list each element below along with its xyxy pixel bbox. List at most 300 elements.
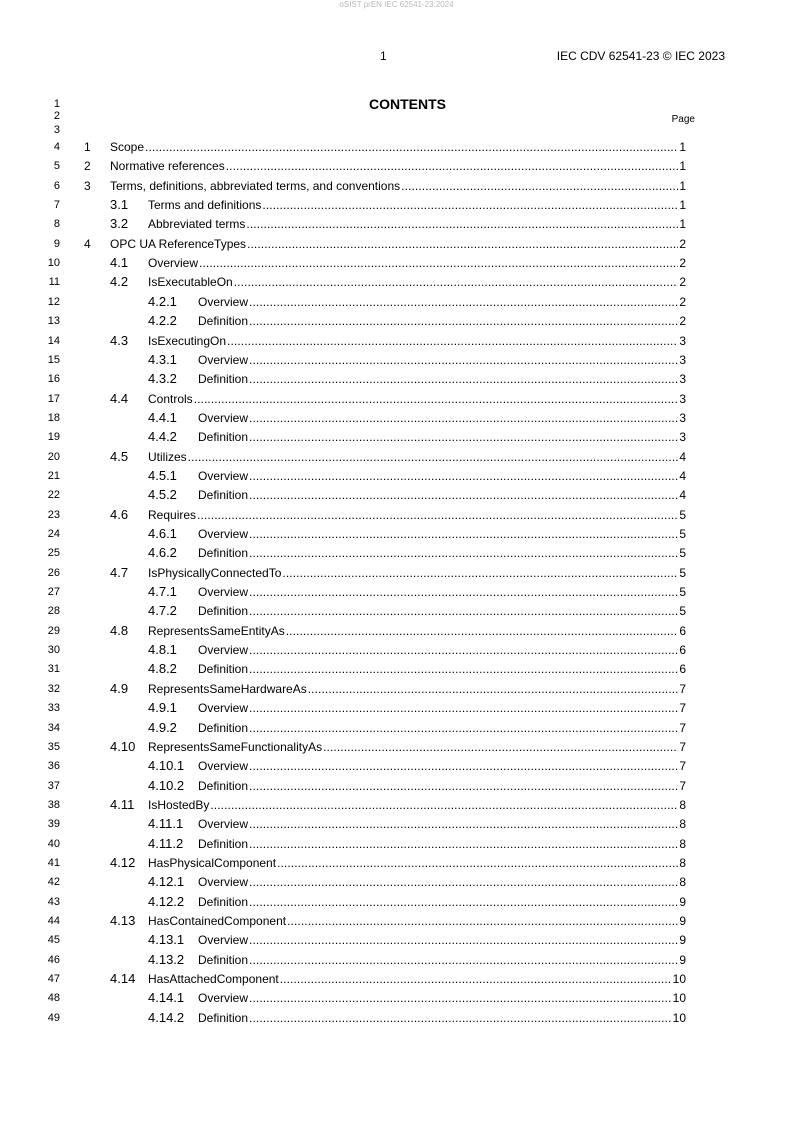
toc-entry[interactable] <box>0 295 793 309</box>
toc-entry[interactable] <box>0 643 793 657</box>
page-number-ref: 7 <box>679 739 686 754</box>
section-title: Definition <box>198 952 249 967</box>
line-number: 36 <box>47 760 60 773</box>
section-title: Overview <box>198 352 249 367</box>
section-number: 4.9.2 <box>148 719 177 735</box>
dot-leader <box>287 914 678 928</box>
section-title: Normative references <box>110 159 225 174</box>
section-title: Overview <box>198 701 249 716</box>
page-number-ref: 6 <box>679 662 686 677</box>
section-title: Overview <box>198 468 249 483</box>
toc-entry[interactable] <box>0 159 793 173</box>
toc-entry-link[interactable] <box>148 933 686 947</box>
section-title: Definition <box>198 430 249 445</box>
toc-entry-link[interactable] <box>148 721 686 735</box>
section-title: Overview <box>198 410 249 425</box>
line-number: 1 <box>53 98 60 110</box>
section-number: 4.14.2 <box>148 1009 185 1025</box>
toc-entry-link[interactable] <box>148 895 686 909</box>
section-number: 4.5.2 <box>148 487 177 503</box>
line-number: 27 <box>47 586 60 599</box>
toc-entry[interactable] <box>0 624 793 638</box>
toc-entry-link[interactable] <box>148 314 686 328</box>
dot-leader <box>246 217 678 231</box>
toc-entry[interactable] <box>0 237 793 251</box>
toc-entry[interactable] <box>0 779 793 793</box>
toc-entry[interactable] <box>0 662 793 676</box>
line-number: 30 <box>47 644 60 657</box>
section-number: 4.7.2 <box>148 603 177 619</box>
dot-leader <box>249 779 678 793</box>
line-number: 11 <box>48 276 60 289</box>
toc-entry-link[interactable] <box>148 372 686 386</box>
line-number: 14 <box>47 334 60 347</box>
toc-entry[interactable] <box>0 1011 793 1025</box>
dot-leader <box>249 1011 672 1025</box>
toc-entry[interactable] <box>0 546 793 560</box>
section-number: 4.3.2 <box>148 371 177 387</box>
section-title: Definition <box>198 372 249 387</box>
toc-entry[interactable] <box>0 933 793 947</box>
page-number-ref: 9 <box>679 933 686 948</box>
dot-leader <box>199 256 678 270</box>
toc-entry-link[interactable] <box>148 353 686 367</box>
page-number-ref: 1 <box>679 159 686 174</box>
toc-entry-link[interactable] <box>110 682 686 696</box>
section-number: 4.5.1 <box>148 467 177 483</box>
dot-leader <box>249 662 678 676</box>
dot-leader <box>323 740 678 754</box>
line-number: 6 <box>53 179 60 192</box>
line-number: 12 <box>47 295 60 308</box>
dot-leader <box>249 585 678 599</box>
toc-entry-link[interactable] <box>148 1011 686 1025</box>
page-number-ref: 2 <box>679 294 686 309</box>
line-number: 29 <box>47 624 60 637</box>
line-number: 16 <box>47 373 60 386</box>
page-number-ref: 2 <box>679 236 686 251</box>
page-number-ref: 9 <box>679 894 686 909</box>
section-title: Definition <box>198 662 249 677</box>
toc-entry[interactable] <box>0 314 793 328</box>
toc-entry-link[interactable] <box>110 256 686 270</box>
section-number: 4.1 <box>110 255 129 271</box>
section-number: 4.13 <box>110 913 136 928</box>
dot-leader <box>249 721 678 735</box>
section-number: 4.11.2 <box>148 835 184 851</box>
dot-leader <box>249 314 678 328</box>
toc-entry-link[interactable] <box>148 488 686 502</box>
dot-leader <box>249 488 678 502</box>
page-number-ref: 4 <box>679 488 686 503</box>
line-number: 40 <box>47 837 60 850</box>
dot-leader <box>227 334 678 348</box>
section-title: RepresentsSameHardwareAs <box>148 681 307 696</box>
toc-entry[interactable] <box>0 508 793 522</box>
page-number-ref: 1 <box>679 140 686 154</box>
line-number: 22 <box>47 489 60 502</box>
section-title: IsExecutableOn <box>148 275 233 290</box>
section-title: Overview <box>198 991 249 1006</box>
toc-entry[interactable] <box>0 856 793 870</box>
page-number-ref: 5 <box>679 604 686 619</box>
section-number: 4.13.1 <box>148 932 185 948</box>
page-number-ref: 7 <box>679 701 686 716</box>
toc-entry[interactable] <box>0 604 793 618</box>
line-number: 18 <box>47 411 60 424</box>
section-title: Overview <box>198 527 249 541</box>
page-number-ref: 9 <box>679 914 686 928</box>
toc-entry[interactable] <box>0 450 793 464</box>
toc-entry-link[interactable] <box>84 179 686 193</box>
section-title: Overview <box>198 294 249 309</box>
section-title: Scope <box>110 140 145 154</box>
dot-leader <box>249 604 678 618</box>
dot-leader <box>249 817 678 831</box>
page-number-ref: 3 <box>679 372 686 387</box>
page-number-ref: 9 <box>679 952 686 967</box>
section-title: IsExecutingOn <box>148 333 227 348</box>
toc-entry-link[interactable] <box>110 334 686 348</box>
toc-entry[interactable] <box>0 914 793 928</box>
dot-leader <box>249 372 678 386</box>
section-number: 3.2 <box>110 216 129 232</box>
toc-entry[interactable] <box>0 682 793 696</box>
section-title: Definition <box>198 1010 249 1025</box>
section-title: Definition <box>198 720 249 735</box>
page-number-ref: 8 <box>679 855 686 870</box>
section-number: 1 <box>84 140 91 154</box>
dot-leader <box>286 624 679 638</box>
section-number: 4.7.1 <box>148 584 177 600</box>
section-number: 4.10.2 <box>148 777 185 793</box>
toc-entry-link[interactable] <box>110 856 686 870</box>
line-number: 34 <box>47 721 60 734</box>
toc-entry-link[interactable] <box>148 953 686 967</box>
contents-heading: CONTENTS <box>369 96 446 112</box>
section-number: 4.8.1 <box>148 642 177 658</box>
dot-leader <box>249 546 678 560</box>
line-number: 44 <box>47 915 60 927</box>
toc-entry-link[interactable] <box>148 295 686 309</box>
section-number: 4.14 <box>110 971 136 987</box>
toc-entry-link[interactable] <box>110 624 686 638</box>
section-number: 4.4.2 <box>148 429 177 445</box>
section-number: 4.10 <box>110 738 136 754</box>
section-number: 4.14.1 <box>148 990 185 1006</box>
line-number: 43 <box>47 895 60 908</box>
section-number: 4.12.2 <box>148 893 185 909</box>
toc-entry-link[interactable] <box>84 159 686 173</box>
toc-entry[interactable] <box>0 875 793 889</box>
toc-entry-link[interactable] <box>110 508 686 522</box>
toc-entry[interactable] <box>0 217 793 231</box>
section-number: 2 <box>84 159 91 174</box>
line-number: 31 <box>47 663 60 676</box>
section-title: Terms, definitions, abbreviated terms, and conventions <box>110 178 401 193</box>
toc-entry[interactable] <box>0 430 793 444</box>
page-number-ref: 10 <box>672 1010 686 1025</box>
line-number: 17 <box>47 392 60 405</box>
toc-entry-link[interactable] <box>148 991 686 1005</box>
section-title: Overview <box>198 933 249 948</box>
toc-entry[interactable] <box>0 837 793 851</box>
dot-leader <box>249 875 678 889</box>
toc-entry[interactable] <box>0 469 793 483</box>
section-title: RepresentsSameEntityAs <box>148 623 285 638</box>
page-number-ref: 4 <box>679 468 686 483</box>
page-number-ref: 4 <box>679 449 686 464</box>
line-number: 26 <box>47 566 60 579</box>
toc-entry-link[interactable] <box>110 914 686 928</box>
section-title: Overview <box>198 875 249 890</box>
section-title: Definition <box>198 604 249 619</box>
page-number-ref: 7 <box>679 778 686 793</box>
section-number: 4.3.1 <box>148 351 177 367</box>
dot-leader <box>249 701 678 715</box>
section-number: 4 <box>84 236 91 251</box>
toc-entry-link[interactable] <box>110 198 686 212</box>
line-number: 49 <box>47 1011 60 1024</box>
section-number: 4.10.1 <box>148 758 185 774</box>
section-title: Overview <box>198 759 249 774</box>
dot-leader <box>249 353 678 367</box>
line-number: 9 <box>53 237 60 250</box>
line-number: 8 <box>53 218 60 231</box>
line-number: 33 <box>47 702 60 715</box>
toc-entry-link[interactable] <box>110 217 686 231</box>
toc-entry[interactable] <box>0 256 793 270</box>
toc-entry[interactable] <box>0 798 793 812</box>
section-title: IsHostedBy <box>148 797 210 812</box>
line-number: 32 <box>47 682 60 695</box>
line-number: 7 <box>53 199 60 212</box>
section-number: 4.11.1 <box>148 816 184 832</box>
toc-entry-link[interactable] <box>148 701 686 715</box>
line-number: 41 <box>47 856 60 869</box>
dot-leader <box>197 508 678 522</box>
page-number-ref: 1 <box>679 217 686 232</box>
toc-entry-link[interactable] <box>110 740 686 754</box>
line-number: 45 <box>47 934 60 947</box>
page-number-ref: 7 <box>679 759 686 774</box>
section-number: 3 <box>84 178 91 193</box>
section-number: 4.7 <box>110 564 129 580</box>
page-number-ref: 10 <box>672 972 686 987</box>
dot-leader <box>249 933 678 947</box>
toc-entry-link[interactable] <box>148 604 686 618</box>
line-number: 46 <box>47 953 60 966</box>
dot-leader <box>401 179 678 193</box>
section-title: Definition <box>198 488 249 503</box>
toc-entry[interactable] <box>0 527 793 541</box>
line-number: 23 <box>47 508 60 521</box>
toc-entry-link[interactable] <box>110 972 686 986</box>
toc-entry-link[interactable] <box>84 237 686 251</box>
page-number-ref: 7 <box>679 681 686 696</box>
toc-entry-link[interactable] <box>110 798 686 812</box>
toc-entry-link[interactable] <box>148 817 686 831</box>
line-number: 39 <box>47 818 60 831</box>
page-number-ref: 1 <box>679 198 686 213</box>
toc-entry[interactable] <box>0 411 793 425</box>
dot-leader <box>210 798 678 812</box>
section-title: Overview <box>148 256 199 271</box>
dot-leader <box>249 295 678 309</box>
page-number-ref: 8 <box>679 875 686 890</box>
section-number: 4.12.1 <box>148 874 185 890</box>
line-number: 21 <box>47 469 60 482</box>
dot-leader <box>249 469 678 483</box>
section-title: Abbreviated terms <box>148 217 246 232</box>
section-title: Definition <box>198 894 249 909</box>
dot-leader <box>234 275 679 289</box>
toc-entry-link[interactable] <box>148 759 686 773</box>
page-number-ref: 3 <box>679 391 686 406</box>
dot-leader <box>226 159 679 173</box>
toc-entry[interactable] <box>0 953 793 967</box>
toc-entry-link[interactable] <box>148 469 686 483</box>
dot-leader <box>308 682 679 696</box>
toc-entry-link[interactable] <box>110 275 686 289</box>
line-number: 37 <box>47 779 60 792</box>
section-title: Overview <box>198 585 249 600</box>
section-number: 4.13.2 <box>148 951 185 967</box>
toc-entry[interactable] <box>0 372 793 386</box>
page-number-ref: 5 <box>679 507 686 522</box>
page-number-ref: 5 <box>679 585 686 600</box>
section-title: Utilizes <box>148 449 187 464</box>
section-number: 4.2.1 <box>148 293 177 309</box>
dot-leader <box>249 527 678 541</box>
toc-entry[interactable] <box>0 334 793 348</box>
page-number-ref: 10 <box>672 991 686 1006</box>
page-number-ref: 8 <box>679 797 686 812</box>
toc-entry-link[interactable] <box>148 837 686 851</box>
toc-entry-link[interactable] <box>110 392 686 406</box>
section-number: 4.12 <box>110 854 136 870</box>
line-number: 24 <box>47 528 60 540</box>
toc-entry-link[interactable] <box>110 450 686 464</box>
section-title: Overview <box>198 817 249 832</box>
section-number: 4.8.2 <box>148 661 177 677</box>
toc-entry[interactable] <box>0 353 793 367</box>
section-number: 4.5 <box>110 448 129 464</box>
section-number: 4.3 <box>110 332 129 348</box>
toc-entry-link[interactable] <box>148 779 686 793</box>
section-title: Definition <box>198 546 249 561</box>
section-number: 4.11 <box>110 796 135 812</box>
toc-entry[interactable] <box>0 140 793 154</box>
toc-entry-link[interactable] <box>148 527 686 541</box>
section-title: IsPhysicallyConnectedTo <box>148 565 282 580</box>
dot-leader <box>249 895 678 909</box>
page-number-ref: 2 <box>679 275 686 290</box>
page-column-label: Page <box>671 114 695 125</box>
toc-entry-link[interactable] <box>148 643 686 657</box>
toc-entry-link[interactable] <box>148 546 686 560</box>
line-number: 15 <box>47 353 60 366</box>
toc-entry[interactable] <box>0 721 793 735</box>
toc-entry-link[interactable] <box>148 875 686 889</box>
section-title: RepresentsSameFunctionalityAs <box>148 739 323 754</box>
line-number: 25 <box>47 547 60 560</box>
section-number: 4.4 <box>110 390 129 406</box>
toc-entry-link[interactable] <box>84 140 686 154</box>
toc-entry[interactable] <box>0 817 793 831</box>
toc-entry[interactable] <box>0 972 793 986</box>
toc-entry[interactable] <box>0 701 793 715</box>
section-title: HasContainedComponent <box>148 914 287 928</box>
toc-entry-link[interactable] <box>148 430 686 444</box>
dot-leader <box>249 643 678 657</box>
line-number: 48 <box>47 992 60 1005</box>
page-number-ref: 1 <box>679 178 686 193</box>
toc-entry[interactable] <box>0 179 793 193</box>
page-number-ref: 2 <box>679 314 686 329</box>
dot-leader <box>249 759 678 773</box>
page-number: 1 <box>380 49 387 63</box>
section-title: Definition <box>198 314 249 329</box>
section-number: 4.4.1 <box>148 409 177 425</box>
toc-entry[interactable] <box>0 488 793 502</box>
section-title: HasPhysicalComponent <box>148 855 277 870</box>
page-number-ref: 3 <box>679 410 686 425</box>
line-number: 4 <box>53 141 60 153</box>
dot-leader <box>188 450 679 464</box>
toc-entry[interactable] <box>0 759 793 773</box>
section-title: Terms and definitions <box>148 198 262 213</box>
page-number-ref: 3 <box>679 333 686 348</box>
line-number: 10 <box>47 257 60 270</box>
dot-leader <box>194 392 679 406</box>
line-number: 42 <box>47 876 60 889</box>
toc-entry-link[interactable] <box>148 411 686 425</box>
section-number: 4.6 <box>110 506 129 522</box>
dot-leader <box>262 198 678 212</box>
section-title: Overview <box>198 643 249 658</box>
line-number: 38 <box>47 798 60 811</box>
toc-entry-link[interactable] <box>148 662 686 676</box>
line-number: 35 <box>47 740 60 753</box>
section-title: Definition <box>198 778 249 793</box>
toc-entry[interactable] <box>0 392 793 406</box>
toc-entry-link[interactable] <box>110 566 686 580</box>
page-number-ref: 6 <box>679 643 686 658</box>
toc-entry[interactable] <box>0 895 793 909</box>
toc-entry[interactable] <box>0 566 793 580</box>
toc-entry[interactable] <box>0 991 793 1005</box>
watermark: oSIST prEN IEC 62541-23:2024 <box>339 0 454 9</box>
page-number-ref: 7 <box>679 720 686 735</box>
line-number: 19 <box>47 431 60 444</box>
section-title: Requires <box>148 507 197 522</box>
line-number: 47 <box>47 973 60 986</box>
line-number: 13 <box>47 315 60 328</box>
dot-leader <box>282 566 678 580</box>
toc-entry[interactable] <box>0 740 793 754</box>
dot-leader <box>249 991 672 1005</box>
toc-entry[interactable] <box>0 585 793 599</box>
toc-entry[interactable] <box>0 198 793 212</box>
page-number-ref: 3 <box>679 352 686 367</box>
toc-entry-link[interactable] <box>148 585 686 599</box>
section-number: 4.9 <box>110 680 129 696</box>
section-number: 4.8 <box>110 622 129 638</box>
toc-entry[interactable] <box>0 275 793 289</box>
dot-leader <box>249 411 678 425</box>
section-title: Definition <box>198 836 249 851</box>
